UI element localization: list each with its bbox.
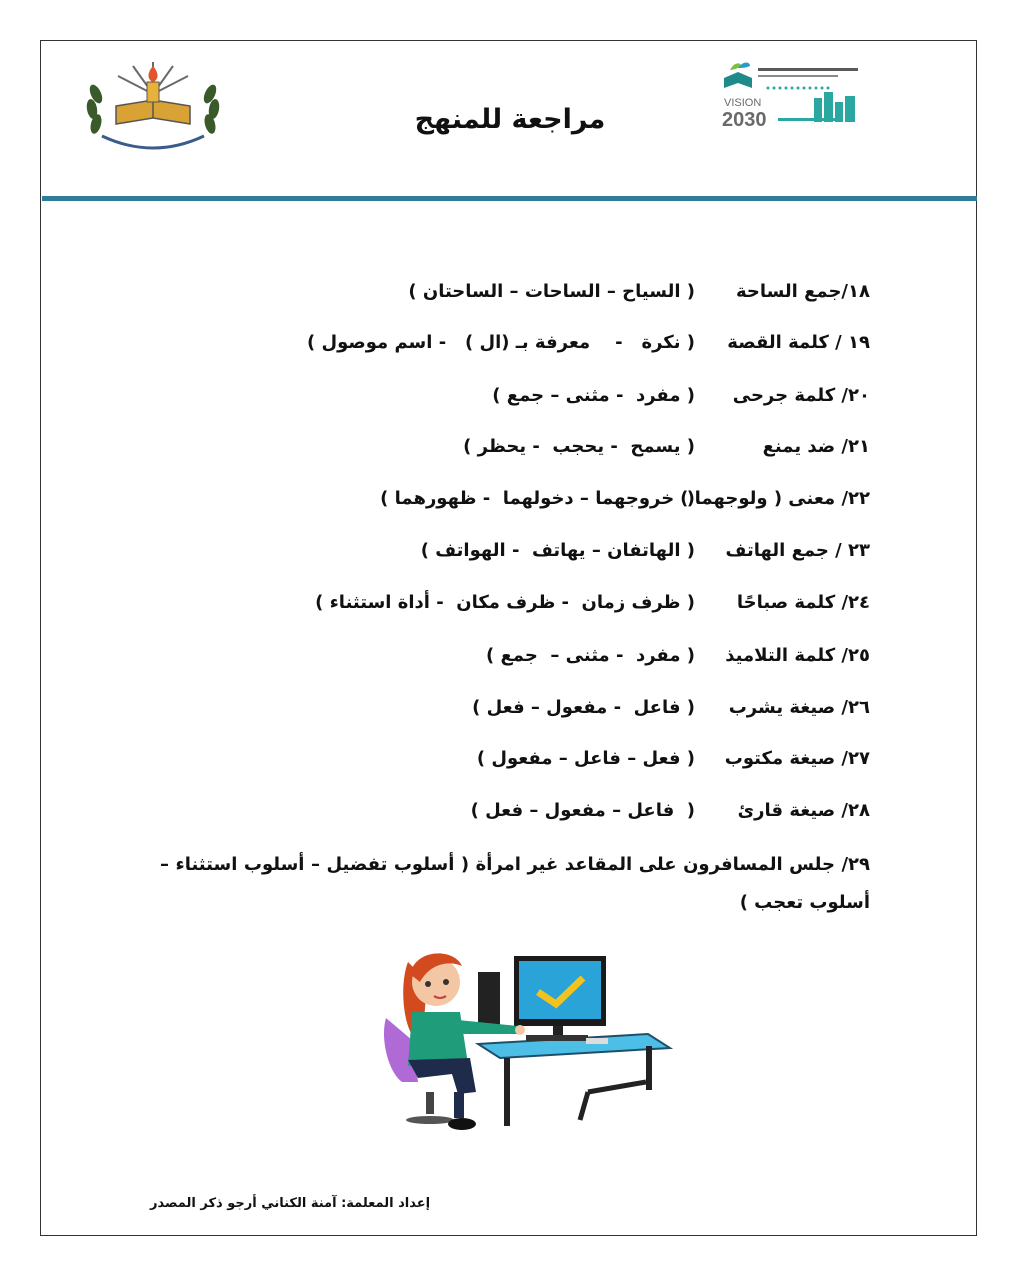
question-label: ٢٨/ صيغة قارئ [737, 800, 870, 821]
question-label: ٢٤/ كلمة صباحًا [736, 592, 870, 613]
question-item [492, 385, 870, 406]
question-label: ٢٢/ معنى ( ولوجهما ) [680, 488, 870, 509]
svg-text:VISION: VISION [724, 97, 762, 109]
question-item [307, 332, 870, 353]
question-item [472, 697, 870, 718]
question-item [463, 436, 870, 457]
question-29: ٢٩/ جلس المسافرون على المقاعد غير امرأة ( أسلوب تفضيل – أسلوب استثناء – أسلوب تعجب ) [160, 854, 870, 913]
svg-text:2030: 2030 [722, 109, 767, 131]
question-options: ( مفرد - مثنى – جمع ) [486, 645, 695, 666]
question-label: ٢٥/ كلمة التلاميذ [725, 645, 870, 666]
woman-at-computer-icon [378, 942, 678, 1142]
question-options: ( فاعل – مفعول – فعل ) [470, 800, 695, 821]
question-label: ٢٠/ كلمة جرحى [732, 385, 870, 406]
question-item [477, 748, 870, 769]
question-options: ( فاعل - مفعول – فعل ) [472, 697, 695, 718]
ministry-education-vision-icon [718, 56, 868, 136]
question-options: ( فعل – فاعل – مفعول ) [476, 748, 695, 769]
question-item [486, 645, 870, 666]
question-item [421, 540, 870, 561]
question-options: ( خروجهما – دخولهما - ظهورهما ) [380, 488, 695, 509]
question-label: ٢٦/ صيغة يشرب [728, 697, 870, 718]
question-label: ١٨/جمع الساحة [735, 281, 870, 302]
question-label: ٢٧/ صيغة مكتوب [724, 748, 870, 769]
question-item [471, 800, 870, 821]
question-label: ٢١/ ضد يمنع [762, 436, 870, 457]
question-options: ( السياح – الساحات – الساحتان ) [408, 281, 695, 302]
question-label: ١٩ / كلمة القصة [727, 332, 870, 353]
page-title: مراجعة للمنهج [414, 104, 606, 135]
question-label: ٢٣ / جمع الهاتف [725, 540, 870, 561]
question-options: ( ظرف زمان - ظرف مكان - أداة استثناء ) [315, 592, 695, 613]
question-options: ( الهاتفان – يهاتف - الهواتف ) [420, 540, 695, 561]
question-options: ( نكرة - معرفة بـ (ال ) - اسم موصول ) [306, 332, 695, 353]
footer-credit: إعداد المعلمة: آمنة الكناني أرجو ذكر المصدر [150, 1196, 431, 1211]
school-emblem-icon [78, 44, 228, 154]
question-item [408, 281, 870, 302]
header-divider [42, 196, 977, 201]
question-options: ( يسمح - يحجب - يحظر ) [463, 436, 695, 457]
question-item [380, 488, 870, 509]
question-item [315, 592, 870, 613]
question-options: ( مفرد - مثنى – جمع ) [492, 385, 695, 406]
